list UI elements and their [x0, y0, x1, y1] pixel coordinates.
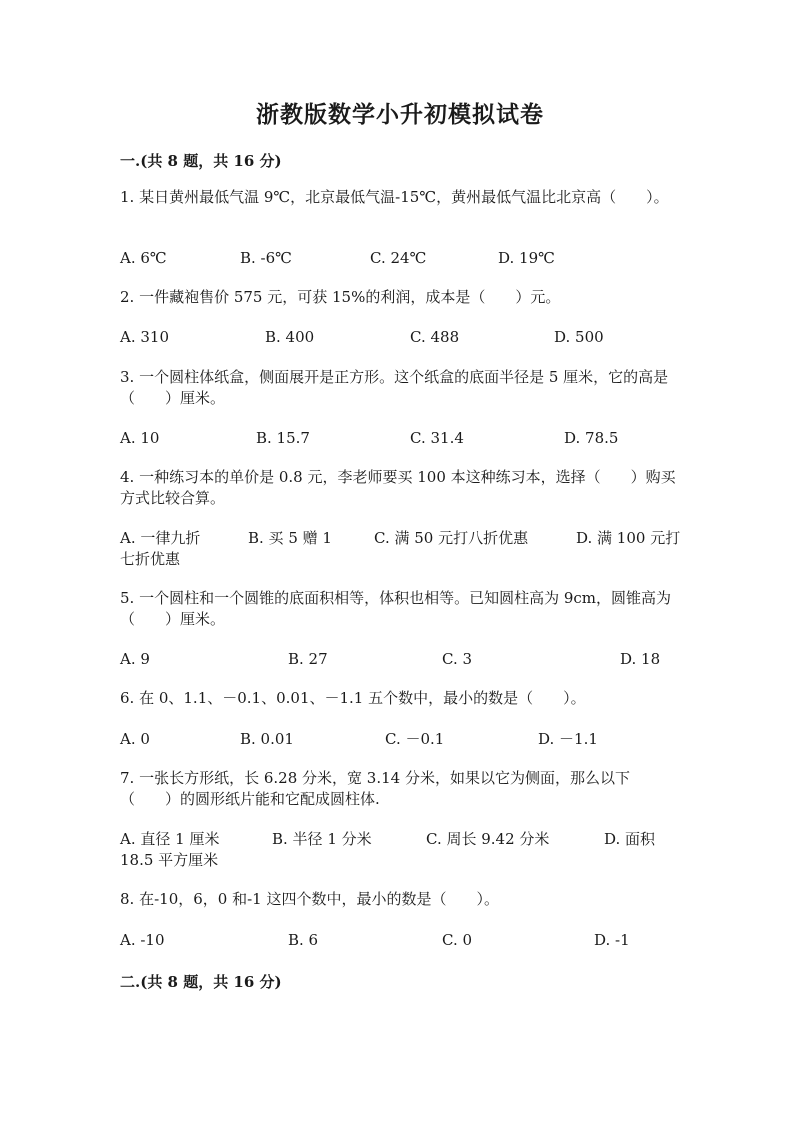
question-7-option-c: C. 周长 9.42 分米: [426, 830, 550, 848]
question-1-option-a: A. 6℃: [120, 249, 167, 267]
question-1-option-c: C. 24℃: [370, 249, 427, 267]
question-1-option-d: D. 19℃: [498, 249, 555, 267]
question-5-option-a: A. 9: [120, 650, 150, 668]
question-2-options: [120, 327, 680, 371]
section-heading-2: 二.(共 8 题，共 16 分): [120, 973, 282, 991]
question-7-option-d: D. 面积: [604, 830, 656, 848]
question-1-options: [120, 248, 680, 292]
question-4-options: [120, 528, 680, 572]
question-8-options: [120, 930, 680, 974]
question-3-stem: 3. 一个圆柱体纸盒，侧面展开是正方形。这个纸盒的底面半径是 5 厘米，它的高是（ ）厘米。: [120, 368, 669, 407]
question-5-option-b: B. 27: [288, 650, 328, 668]
question-6-option-b: B. 0.01: [240, 730, 294, 748]
question-2-option-b: B. 400: [265, 328, 315, 346]
question-3-option-d: D. 78.5: [564, 429, 619, 447]
question-3-options: [120, 428, 680, 472]
question-4-option-d: D. 满 100 元打: [576, 529, 681, 547]
question-5-option-d: D. 18: [620, 650, 661, 668]
question-2-option-c: C. 488: [410, 328, 460, 346]
question-6-option-c: C. －0.1: [385, 730, 445, 748]
question-5-options: [120, 649, 680, 693]
question-8-option-b: B. 6: [288, 931, 319, 949]
question-7-option-a: A. 直径 1 厘米: [120, 830, 220, 848]
section-heading-1: 一.(共 8 题，共 16 分): [120, 152, 282, 170]
question-5-stem: 5. 一个圆柱和一个圆锥的底面积相等，体积也相等。已知圆柱高为 9cm，圆锥高为（ ）厘米。: [120, 589, 672, 628]
question-4-option-b: B. 买 5 赠 1: [248, 529, 332, 547]
question-8-option-c: C. 0: [442, 931, 473, 949]
question-2-option-d: D. 500: [554, 328, 604, 346]
question-1-stem: 1. 某日黄州最低气温 9℃，北京最低气温-15℃，黄州最低气温比北京高（ ）。: [120, 188, 669, 206]
question-8-stem: 8. 在-10，6，0 和-1 这四个数中，最小的数是（ ）。: [120, 890, 499, 908]
question-8-option-d: D. -1: [594, 931, 630, 949]
question-6-option-d: D. －1.1: [538, 730, 598, 748]
question-7-option-b: B. 半径 1 分米: [272, 830, 372, 848]
question-7-option-d-continued: 18.5 平方厘米: [120, 851, 219, 869]
question-4-option-a: A. 一律九折: [120, 529, 201, 547]
question-6-options: [120, 729, 680, 773]
question-1-option-b: B. -6℃: [240, 249, 292, 267]
exam-title: 浙教版数学小升初模拟试卷: [256, 101, 544, 128]
question-4-option-c: C. 满 50 元打八折优惠: [374, 529, 529, 547]
question-7-stem: 7. 一张长方形纸，长 6.28 分米，宽 3.14 分米，如果以它为侧面，那么以下（ ）的圆形纸片能和它配成圆柱体.: [120, 769, 630, 808]
question-6-option-a: A. 0: [120, 730, 150, 748]
question-4-stem: 4. 一种练习本的单价是 0.8 元，李老师要买 100 本这种练习本，选择（ ）购买方式比较合算。: [120, 468, 676, 507]
question-2-stem: 2. 一件藏袍售价 575 元，可获 15%的利润，成本是（ ）元。: [120, 288, 561, 306]
question-3-option-c: C. 31.4: [410, 429, 464, 447]
question-7-options: [120, 829, 680, 873]
question-5-option-c: C. 3: [442, 650, 473, 668]
question-3-option-a: A. 10: [120, 429, 160, 447]
question-4-option-d-continued: 七折优惠: [120, 550, 181, 568]
question-6-stem: 6. 在 0、1.1、－0.1、0.01、－1.1 五个数中，最小的数是（ ）。: [120, 689, 586, 707]
question-3-option-b: B. 15.7: [256, 429, 310, 447]
question-2-option-a: A. 310: [120, 328, 169, 346]
question-8-option-a: A. -10: [120, 931, 165, 949]
